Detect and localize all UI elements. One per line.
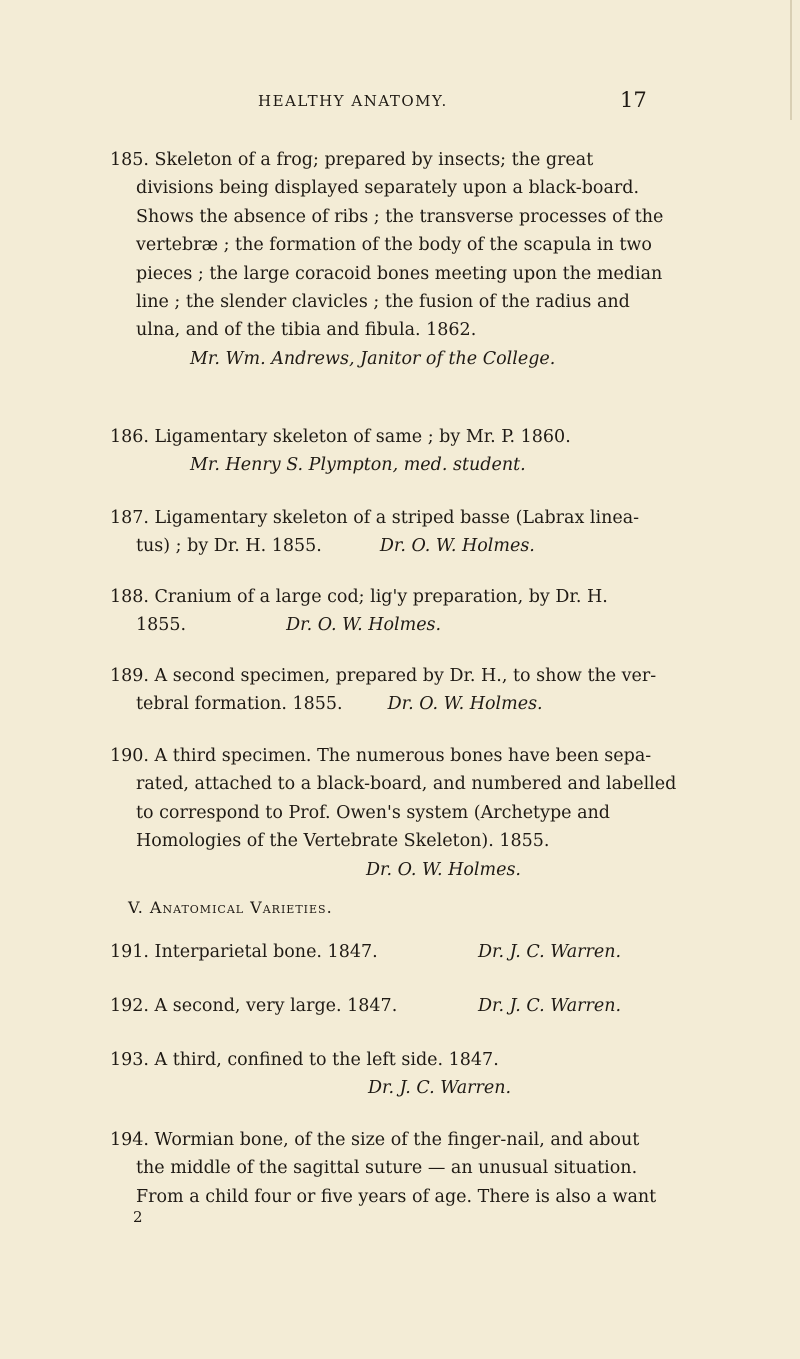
entry-number: 193. <box>110 1050 149 1070</box>
donor-attribution: Mr. Henry S. Plympton, med. student. <box>190 455 526 476</box>
catalog-entry: 187. Ligamentary skeleton of a striped basse (Labrax linea- tus) ; by Dr. H. 1855. Dr. O. W. Holmes. <box>110 508 640 557</box>
entry-number: 192. <box>110 996 149 1016</box>
section-heading: V. Anatomical Varieties. <box>128 898 333 917</box>
donor-attribution: Dr. J. C. Warren. <box>368 1078 512 1099</box>
running-header <box>0 88 800 118</box>
donor-attribution: Dr. O. W. Holmes. <box>379 536 535 557</box>
catalog-entry: 189. A second specimen, prepared by Dr. H., to show the ver- tebral formation. 1855. Dr. O. W. Holmes. <box>110 666 657 715</box>
catalog-entry: 194. Wormian bone, of the size of the finger-nail, and about the middle of the sagittal suture — an unusual situation. From a child four or five years of age. There is also a want <box>110 1130 657 1207</box>
catalog-entry: 186. Ligamentary skeleton of same ; by Mr. P. 1860. Mr. Henry S. Plympton, med. student. <box>110 423 666 480</box>
entry-number: 187. <box>110 508 149 528</box>
donor-attribution: Dr. O. W. Holmes. <box>366 859 521 880</box>
entry-number: 190. <box>110 746 149 766</box>
entry-number: 186. <box>110 427 149 447</box>
donor-attribution: Dr. J. C. Warren. <box>478 996 622 1016</box>
catalog-entry: 191. Interparietal bone. 1847. Dr. J. C. Warren. <box>110 938 666 966</box>
catalog-entry: 193. A third, confined to the left side. 1847. Dr. J. C. Warren. <box>110 1046 666 1103</box>
donor-attribution: Dr. O. W. Holmes. <box>286 615 442 636</box>
entry-number: 191. <box>110 942 149 962</box>
entry-number: 189. <box>110 666 149 686</box>
donor-attribution: Mr. Wm. Andrews, Janitor of the College. <box>190 348 556 369</box>
catalog-entry: 192. A second, very large. 1847. Dr. J. C. Warren. <box>110 992 666 1020</box>
donor-attribution: Dr. O. W. Holmes. <box>387 694 543 715</box>
entry-number: 185. <box>110 150 149 170</box>
entry-number: 188. <box>110 587 149 607</box>
signature-mark: 2 <box>133 1208 143 1226</box>
entry-number: 194. <box>110 1130 149 1150</box>
page-number: 17 <box>620 88 647 112</box>
catalog-entry: 185. Skeleton of a frog; prepared by insects; the great divisions being displayed separately upon a black-board. Shows the absence of ribs ; the transverse processes of the vertebræ ; the formation of the body of the scapula in two pieces ; the large coracoid bones meeting upon the median line ; the slender clavicles ; the fusion of the radius and ulna, and of the tibia and fibula. 1862. Mr. Wm. Andrews, Janitor of the College. <box>110 146 666 373</box>
donor-attribution: Dr. J. C. Warren. <box>478 942 622 962</box>
running-title: HEALTHY ANATOMY. <box>258 92 448 110</box>
catalog-entry: 188. Cranium of a large cod; lig'y preparation, by Dr. H. 1855. Dr. O. W. Holmes. <box>110 587 608 636</box>
catalog-entry: 190. A third specimen. The numerous bones have been sepa- rated, attached to a black-board, and numbered and labelled to correspond to Prof. Owen's system (Archetype and Homologies of the Vertebrate Skeleton). 1855. Dr. O. W. Holmes. <box>110 742 666 884</box>
